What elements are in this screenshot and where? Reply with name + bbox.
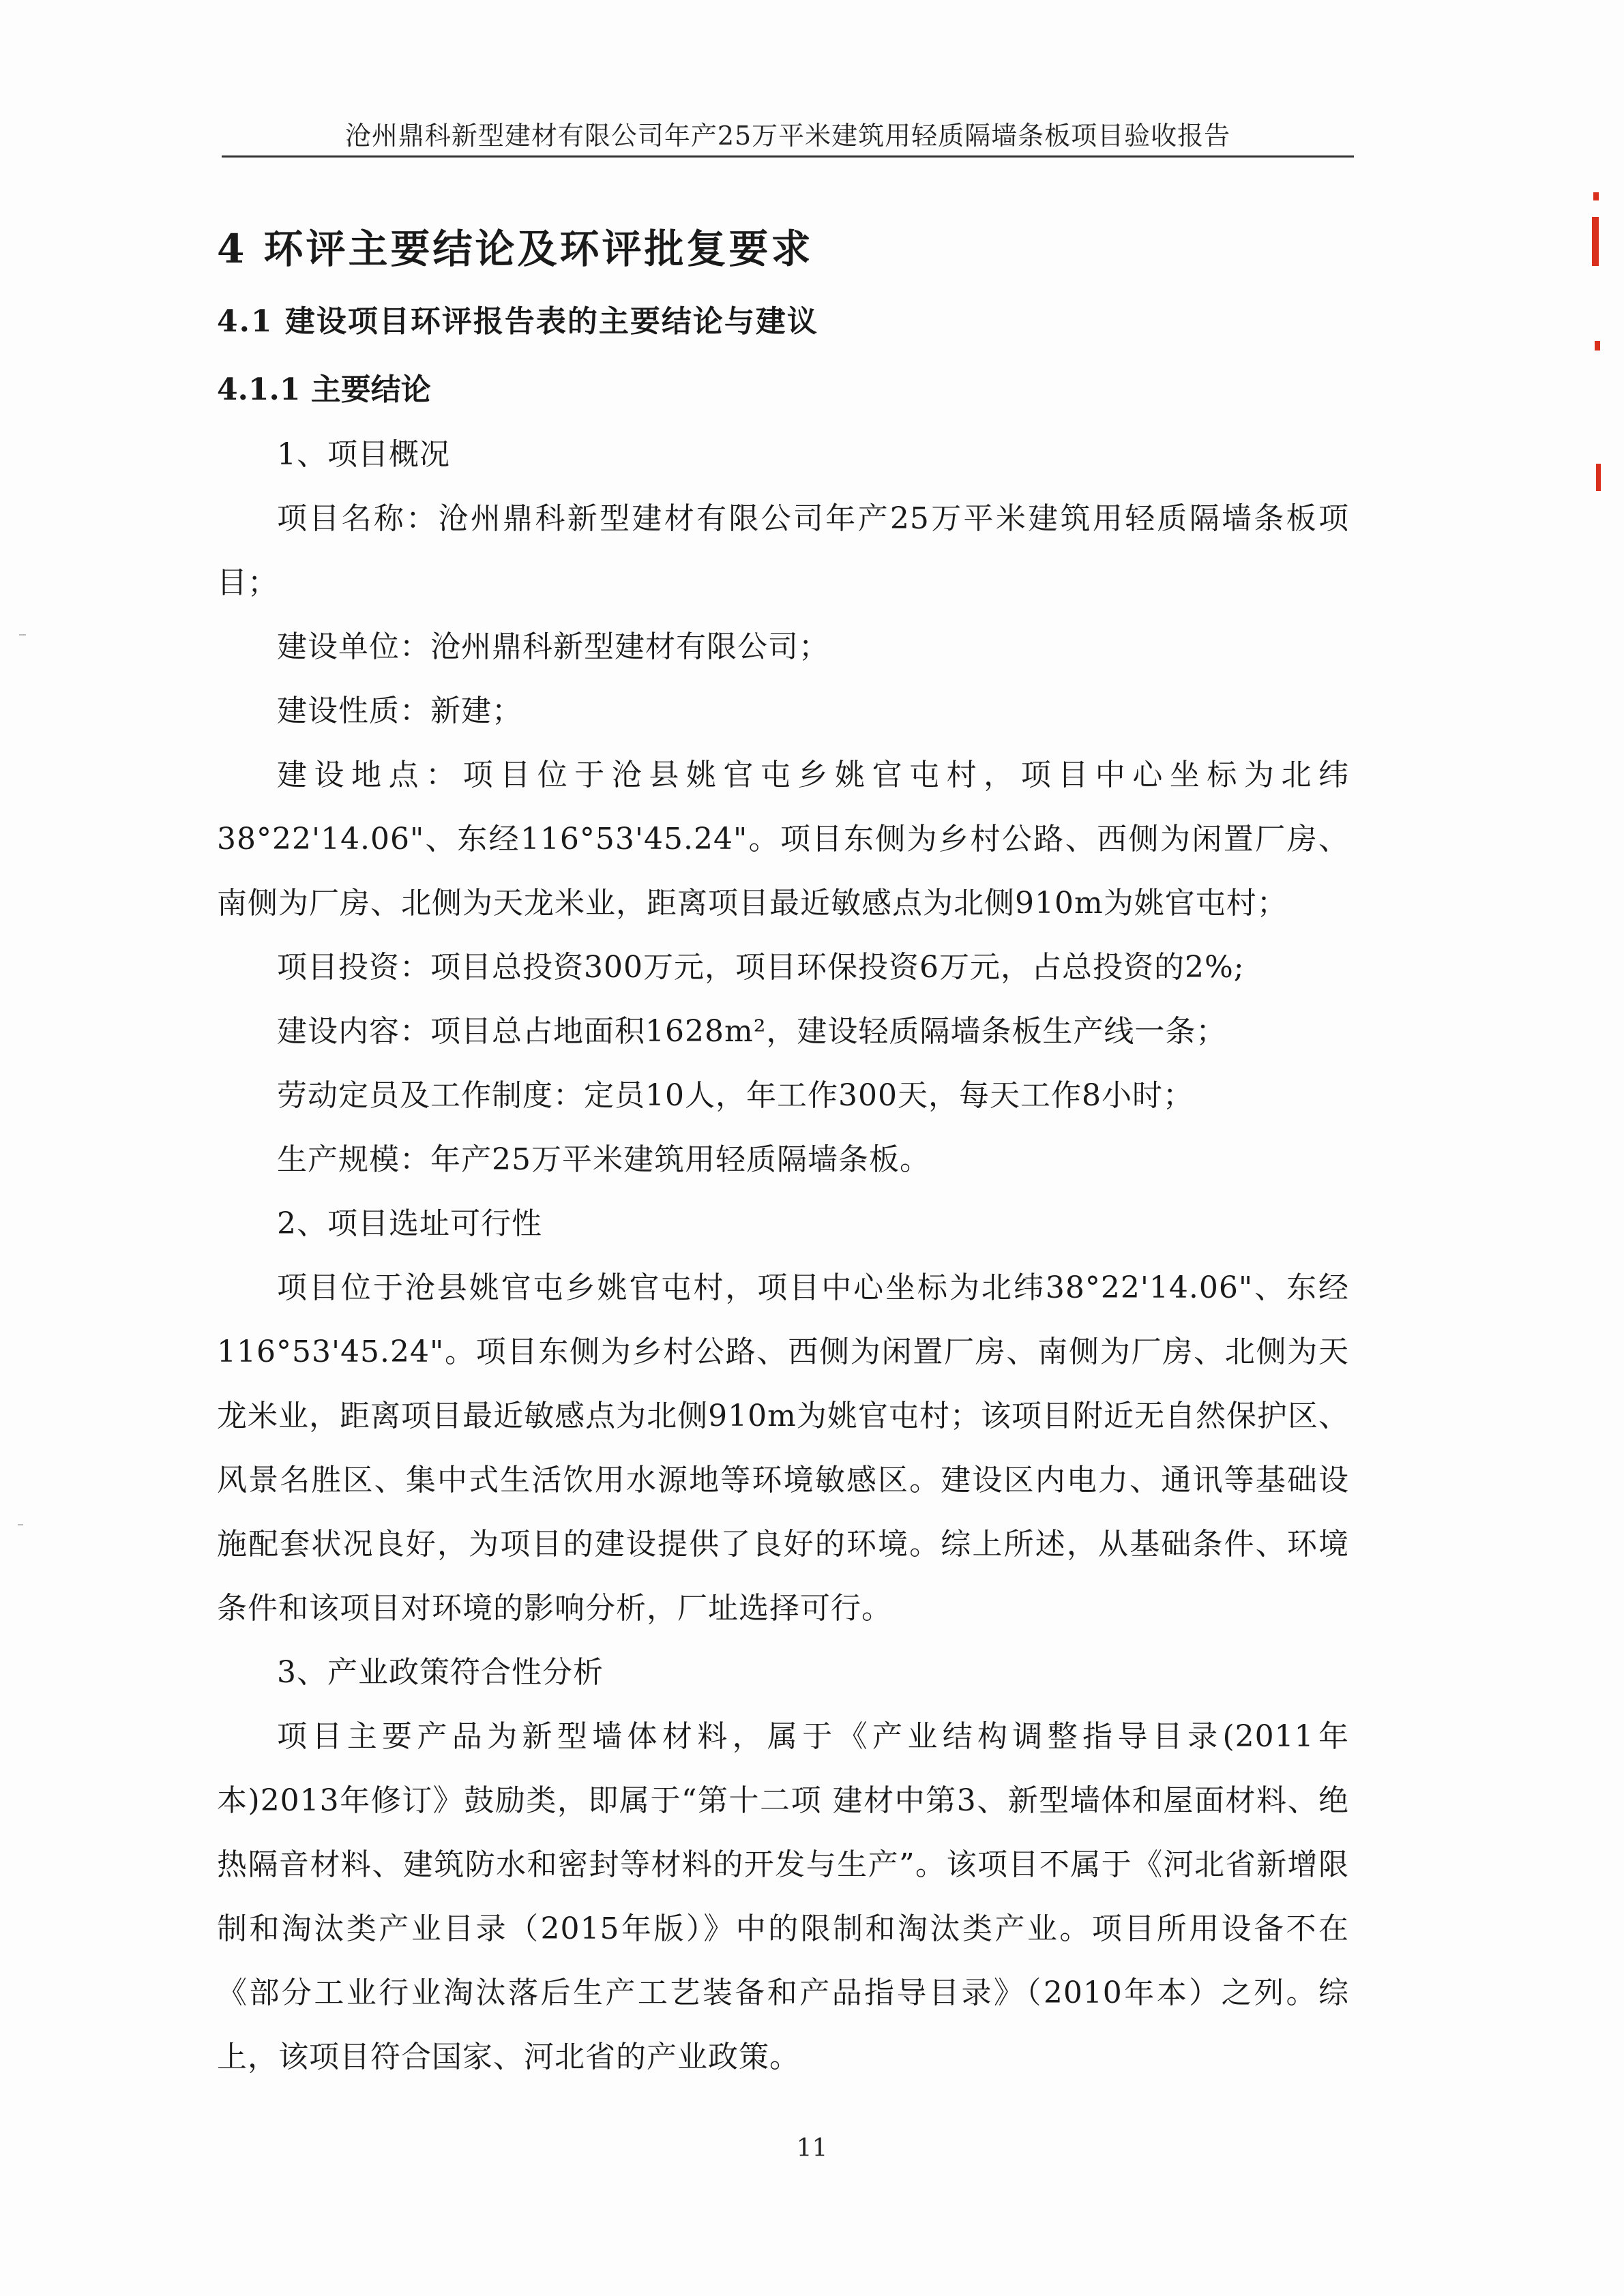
paragraph-construction-location: 建设地点：项目位于沧县姚官屯乡姚官屯村，项目中心坐标为北纬38°22'14.06"、东经116°53'45.24"。项目东侧为乡村公路、西侧为闲置厂房、南侧为厂房、北侧为天龙米业，距离项目最近敏感点为北侧910m为姚官屯村； [217,758,1349,921]
edge-stamp-mark [1593,192,1599,200]
edge-stamp-mark [1595,341,1600,351]
paragraph-construction-content: 建设内容：项目总占地面积1628m²，建设轻质隔墙条板生产线一条； [277,1014,1227,1049]
item-heading-overview: 1、项目概况 [277,437,450,472]
page-number: 11 [796,2134,828,2162]
header-rule [222,155,1354,158]
chapter-title: 4 环评主要结论及环评批复要求 [217,226,814,272]
edge-stamp-mark [1592,217,1599,266]
paragraph-industrial-policy: 项目主要产品为新型墙体材料，属于《产业结构调整指导目录(2011年本)2013年修订》鼓励类，即属于“第十二项 建材中第3、新型墙体和屋面材料、绝热隔音材料、建筑防水和密封等材料的开发与生产”。该项目不属于《河北省新增限制和淘汰类产业目录（2015年版）》中的限制和淘汰类产业。项目所用设备不在《部分工业行业淘汰落后生产工艺装备和产品指导目录》（2010年本）之列。综上，该项目符合国家、河北省的产业政策。 [217,1719,1349,2074]
paragraph-site-feasibility: 项目位于沧县姚官屯乡姚官屯村，项目中心坐标为北纬38°22'14.06"、东经116°53'45.24"。项目东侧为乡村公路、西侧为闲置厂房、南侧为厂房、北侧为天龙米业，距离项目最近敏感点为北侧910m为姚官屯村；该项目附近无自然保护区、风景名胜区、集中式生活饮用水源地等环境敏感区。建设区内电力、通讯等基础设施配套状况良好，为项目的建设提供了良好的环境。综上所述，从基础条件、环境条件和该项目对环境的影响分析，厂址选择可行。 [217,1270,1349,1626]
scan-speck [19,634,26,636]
paragraph-construction-nature: 建设性质：新建； [277,694,522,728]
section-title: 4.1 建设项目环评报告表的主要结论与建议 [217,304,818,339]
paragraph-staffing: 劳动定员及工作制度：定员10人，年工作300天，每天工作8小时； [277,1078,1194,1113]
paragraph-construction-unit: 建设单位：沧州鼎科新型建材有限公司； [277,629,829,664]
item-heading-site-feasibility: 2、项目选址可行性 [277,1206,542,1241]
paragraph-project-name: 项目名称：沧州鼎科新型建材有限公司年产25万平米建筑用轻质隔墙条板项目； [217,501,1349,600]
page-content [217,198,1349,2089]
paragraph-investment: 项目投资：项目总投资300万元，项目环保投资6万元，占总投资的2%; [277,950,1245,985]
edge-stamp-mark [1596,464,1601,491]
running-header: 沧州鼎科新型建材有限公司年产25万平米建筑用轻质隔墙条板项目验收报告 [344,121,1231,151]
item-heading-industrial-policy: 3、产业政策符合性分析 [277,1655,604,1690]
paragraph-production-scale: 生产规模：年产25万平米建筑用轻质隔墙条板。 [277,1142,930,1177]
scan-speck [18,1524,23,1525]
subsection-title: 4.1.1 主要结论 [217,372,431,407]
